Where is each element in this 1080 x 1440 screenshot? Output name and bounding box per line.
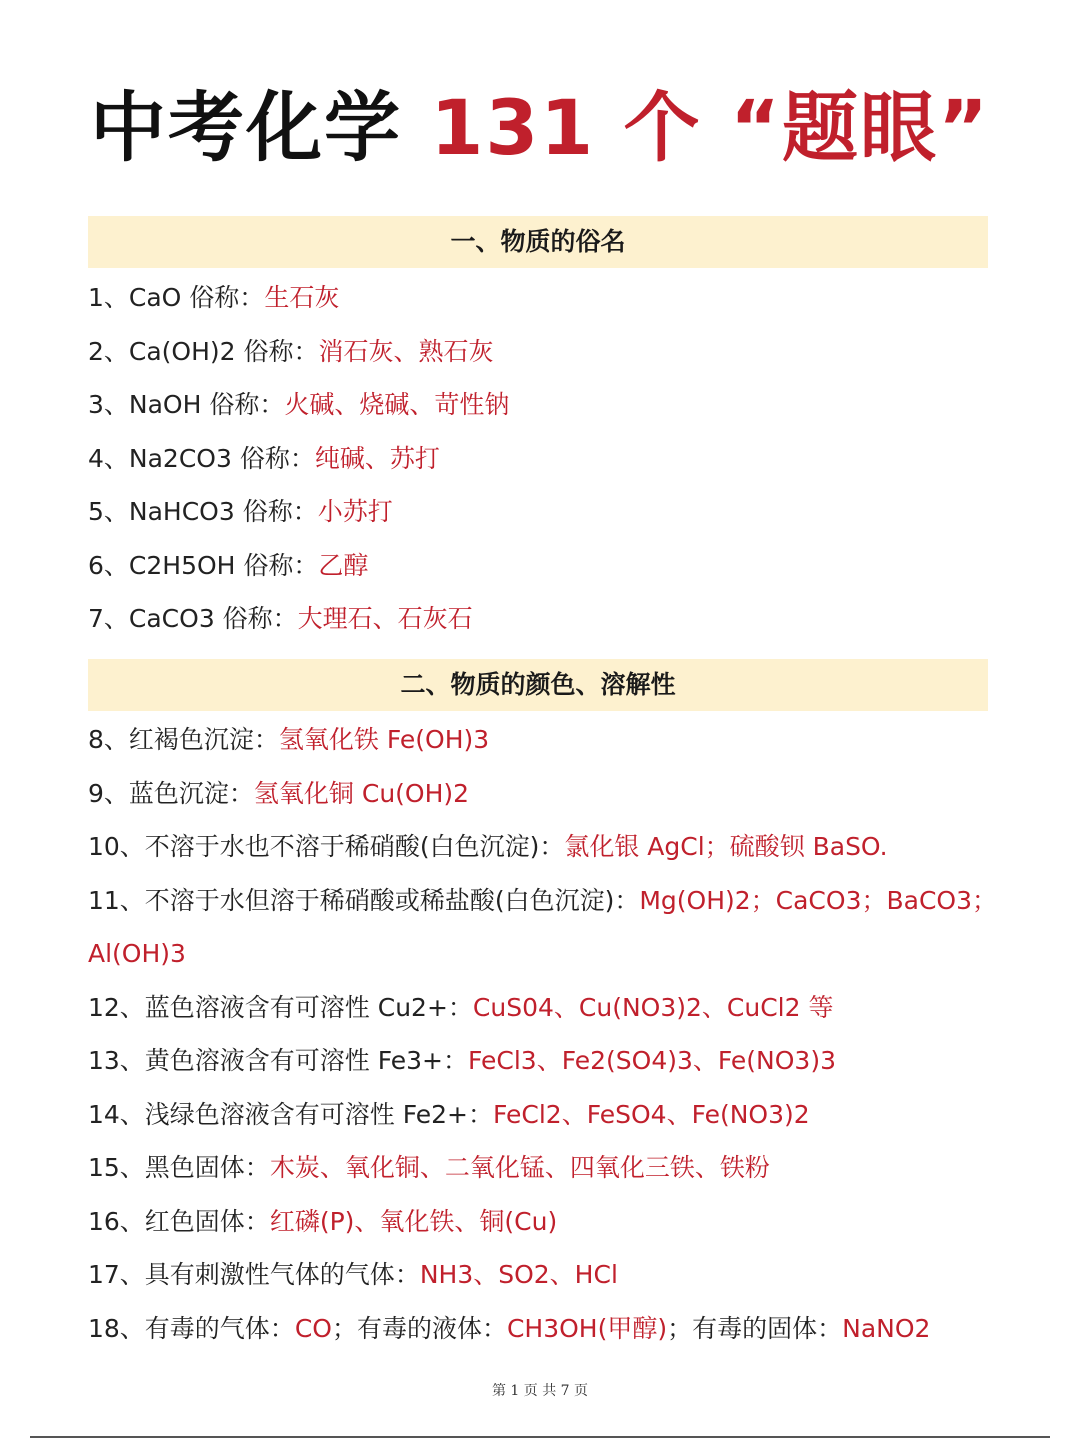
item-value: 消石灰、熟石灰 [318, 337, 494, 366]
list-item [88, 1043, 1008, 1079]
item-label: 15、黑色固体： [88, 1153, 270, 1182]
item-value: 氢氧化铜 Cu(OH)2 [253, 779, 470, 808]
list-item [88, 548, 1008, 584]
list-item [88, 883, 1008, 919]
item-value: Mg(OH)2；CaCO3；BaCO3； [639, 886, 997, 915]
item-value-3: NaNO2 [842, 1314, 931, 1343]
list-item [88, 1204, 1008, 1240]
bottom-divider [30, 1436, 1050, 1438]
item-label: 5、NaHCO3 俗称： [88, 497, 318, 526]
list-item [88, 722, 1008, 758]
item-label: 17、具有刺激性气体的气体： [88, 1260, 420, 1289]
title-part2: 131 个 “题眼” [430, 83, 990, 172]
list-item [88, 601, 1008, 637]
item-label-3: ；有毒的固体： [667, 1314, 843, 1343]
item-label: 9、蓝色沉淀： [88, 779, 254, 808]
list-item [88, 1257, 1008, 1293]
list-item [88, 1097, 1008, 1133]
item-value-2: CH3OH(甲醇) [506, 1314, 668, 1343]
list-item [88, 387, 1008, 423]
item-value: NH3、SO2、HCl [419, 1260, 618, 1289]
item-value: 火碱、烧碱、苛性钠 [284, 390, 510, 419]
item-label: 7、CaCO3 俗称： [88, 604, 298, 633]
list-item [88, 1150, 1008, 1186]
item-value: 纯碱、苏打 [314, 444, 440, 473]
item-value: 红磷(P)、氧化铁、铜(Cu) [269, 1207, 558, 1236]
item-value: 乙醇 [318, 551, 369, 580]
page-title [0, 78, 1080, 178]
item-label: 3、NaOH 俗称： [88, 390, 285, 419]
list-item [88, 441, 1008, 477]
item-label: 1、CaO 俗称： [88, 283, 265, 312]
item-value: 氢氧化铁 Fe(OH)3 [278, 725, 490, 754]
list-item [88, 280, 1008, 316]
list-item-continuation [88, 936, 1008, 972]
item-label: 16、红色固体： [88, 1207, 270, 1236]
item-label: 10、不溶于水也不溶于稀硝酸(白色沉淀)： [88, 832, 565, 861]
item-value: 大理石、石灰石 [297, 604, 473, 633]
item-value: 木炭、氧化铜、二氧化锰、四氧化三铁、铁粉 [269, 1153, 770, 1182]
item-value: CuS04、Cu(NO3)2、CuCl2 等 [472, 993, 834, 1022]
section-heading-colors: 二、物质的颜色、溶解性 [88, 659, 988, 711]
item-value: 氯化银 AgCl；硫酸钡 BaSO. [564, 832, 888, 861]
item-value: 生石灰 [264, 283, 340, 312]
list-item [88, 829, 1008, 865]
list-item [88, 334, 1008, 370]
list-item [88, 1311, 1008, 1347]
item-value: 小苏打 [317, 497, 393, 526]
item-value: FeCl2、FeSO4、Fe(NO3)2 [493, 1100, 810, 1129]
page-number: 第 1 页 共 7 页 [491, 1383, 589, 1399]
item-value-continued: Al(OH)3 [88, 939, 186, 968]
item-label: 12、蓝色溶液含有可溶性 Cu2+： [88, 993, 473, 1022]
section-heading-names: 一、物质的俗名 [88, 216, 988, 268]
item-label-2: ；有毒的液体： [331, 1314, 507, 1343]
item-value: CO [294, 1314, 332, 1343]
item-label: 6、C2H5OH 俗称： [88, 551, 319, 580]
item-label: 4、Na2CO3 俗称： [88, 444, 315, 473]
item-value: FeCl3、Fe2(SO4)3、Fe(NO3)3 [468, 1046, 836, 1075]
list-item [88, 494, 1008, 530]
item-label: 13、黄色溶液含有可溶性 Fe3+： [88, 1046, 469, 1075]
item-label: 11、不溶于水但溶于稀硝酸或稀盐酸(白色沉淀)： [88, 886, 640, 915]
item-label: 2、Ca(OH)2 俗称： [88, 337, 319, 366]
title-part1: 中考化学 [90, 83, 403, 172]
item-label: 8、红褐色沉淀： [88, 725, 279, 754]
list-item [88, 990, 1008, 1026]
item-label: 14、浅绿色溶液含有可溶性 Fe2+： [88, 1100, 494, 1129]
item-label: 18、有毒的气体： [88, 1314, 295, 1343]
list-item [88, 776, 1008, 812]
